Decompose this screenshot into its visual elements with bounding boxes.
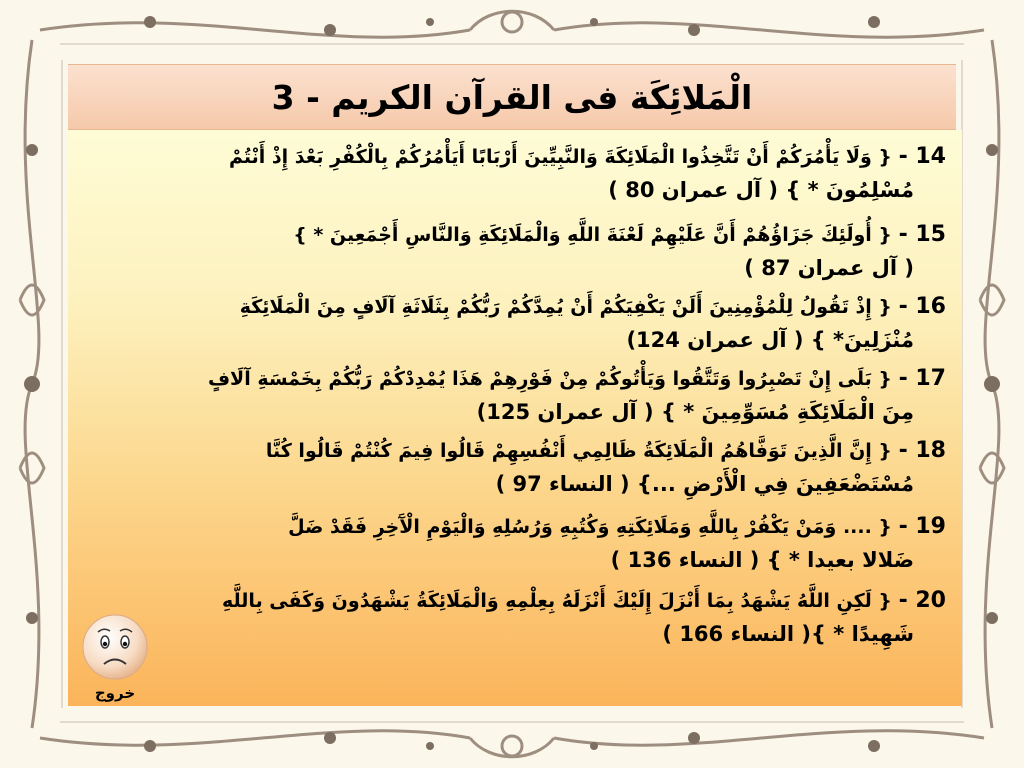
verse-text: { وَلَا يَأْمُرَكُمْ أَنْ تَتَّخِذُوا الْمَلَائِكَةَ وَالنَّبِيِّينَ أَرْبَابًا أَيَأْمُرُكُمْ بِالْكُفْرِ بَعْدَ إِذْ أَنْتُمْ (228, 146, 892, 168)
verse-text: { إِنَّ الَّذِينَ تَوَفَّاهُمُ الْمَلَائِكَةُ ظَالِمِي أَنْفُسِهِمْ قَالُوا فِيمَ كُنْتُمْ قَالُوا كُنَّا (265, 440, 892, 462)
verse-number: 19 - (898, 514, 946, 539)
verse-source: ضَلالا بعيدا * } ( النساء 136 ) (610, 548, 914, 572)
verse-item (76, 140, 946, 207)
verses-list (68, 130, 962, 706)
verse-source: ( آل عمران 87 ) (744, 256, 914, 280)
verse-number: 14 - (898, 144, 946, 169)
verse-number: 15 - (898, 222, 946, 247)
verse-text: { بَلَى إِنْ تَصْبِرُوا وَتَتَّقُوا وَيَأْتُوكُمْ مِنْ فَوْرِهِمْ هَذَا يُمْدِدْكُمْ رَبُّكُمْ بِخَمْسَةِ آلَافٍ (207, 368, 892, 390)
exit-button[interactable] (78, 612, 152, 708)
verse-number: 16 - (898, 294, 946, 319)
verse-source: مُنْزَلِينَ* } ( آل عمران 124) (626, 328, 914, 352)
verse-item (76, 434, 946, 501)
sad-face-icon (80, 612, 150, 682)
verse-item (76, 510, 946, 577)
verse-source: مُسْلِمُونَ * } ( آل عمران 80 ) (608, 178, 914, 202)
verse-text: { .... وَمَنْ يَكْفُرْ بِاللَّهِ وَمَلَائِكَتِهِ وَكُتُبِهِ وَرُسُلِهِ وَالْيَوْمِ الْآَخِرِ فَقَدْ ضَلَّ (288, 516, 892, 538)
verse-item (76, 584, 946, 651)
page-title: الْمَلائِكَة فى القرآن الكريم - 3 (271, 77, 753, 117)
verse-item (76, 290, 946, 357)
verse-item (76, 218, 946, 285)
verse-source: شَهِيدًا * }( النساء 166 ) (662, 622, 914, 646)
verse-source: مُسْتَضْعَفِينَ فِي الْأَرْضِ ...} ( النساء 97 ) (495, 472, 914, 496)
bottom-ornament (0, 706, 1024, 768)
exit-label: خروج (94, 684, 136, 702)
top-ornament (0, 0, 1024, 60)
verse-text: { لَكِنِ اللَّهُ يَشْهَدُ بِمَا أَنْزَلَ إِلَيْكَ أَنْزَلَهُ بِعِلْمِهِ وَالْمَلَائِكَةُ يَشْهَدُونَ وَكَفَى بِاللَّهِ (222, 590, 892, 612)
verse-text: { إِذْ تَقُولُ لِلْمُؤْمِنِينَ أَلَنْ يَكْفِيَكُمْ أَنْ يُمِدَّكُمْ رَبُّكُمْ بِثَلَاثَةِ آلَافٍ مِنَ الْمَلَائِكَةِ (239, 296, 892, 318)
verse-number: 17 - (898, 366, 946, 391)
verse-text: { أُولَئِكَ جَزَاؤُهُمْ أَنَّ عَلَيْهِمْ لَعْنَةَ اللَّهِ وَالْمَلَائِكَةِ وَالنَّاسِ أَجْمَعِينَ * } (293, 224, 892, 246)
verse-number: 20 - (898, 588, 946, 613)
verse-number: 18 - (898, 438, 946, 463)
left-ornament (0, 0, 64, 768)
title-bar (68, 64, 956, 130)
right-ornament (960, 0, 1024, 768)
verse-source: مِنَ الْمَلَائِكَةِ مُسَوِّمِينَ * } ( آل عمران 125) (476, 400, 914, 424)
verses-panel (68, 130, 962, 706)
verse-item (76, 362, 946, 429)
